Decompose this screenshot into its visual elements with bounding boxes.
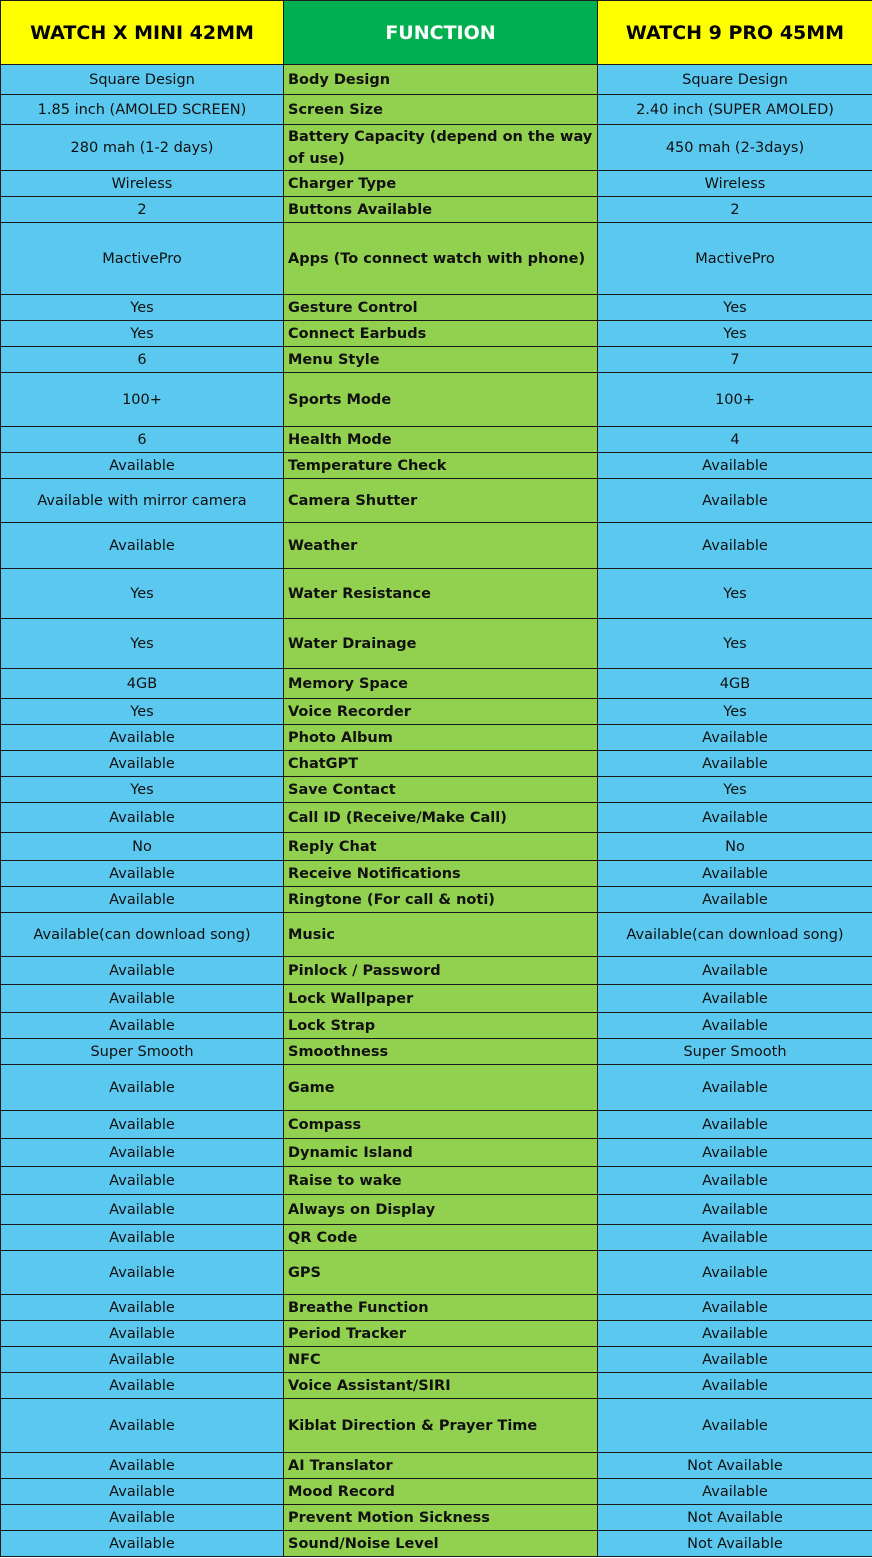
watch-9-pro-value: Yes (598, 295, 872, 321)
function-name: Save Contact (284, 777, 598, 803)
watch-x-mini-value: 6 (1, 427, 284, 453)
watch-9-pro-value: Available (598, 803, 872, 833)
table-row (1, 1111, 872, 1139)
watch-9-pro-value: Square Design (598, 65, 872, 95)
watch-x-mini-value: Available (1, 523, 284, 569)
watch-9-pro-value: Available (598, 523, 872, 569)
watch-9-pro-value: Available (598, 751, 872, 777)
watch-x-mini-value: Yes (1, 699, 284, 725)
watch-9-pro-value: Available (598, 1167, 872, 1195)
watch-9-pro-value: Available (598, 985, 872, 1013)
watch-9-pro-value: Available (598, 1399, 872, 1453)
table-row (1, 985, 872, 1013)
watch-9-pro-value: Available (598, 1347, 872, 1373)
watch-9-pro-value: Available (598, 479, 872, 523)
function-name: Sports Mode (284, 373, 598, 427)
function-name: Mood Record (284, 1479, 598, 1505)
watch-9-pro-value: Available (598, 1111, 872, 1139)
function-name: Temperature Check (284, 453, 598, 479)
watch-x-mini-value: Available (1, 453, 284, 479)
watch-9-pro-value: No (598, 833, 872, 861)
function-name: Camera Shutter (284, 479, 598, 523)
table-row (1, 777, 872, 803)
function-name: Sound/Noise Level (284, 1531, 598, 1557)
function-name: NFC (284, 1347, 598, 1373)
watch-x-mini-value: Yes (1, 321, 284, 347)
watch-9-pro-value: 4 (598, 427, 872, 453)
watch-x-mini-value: Yes (1, 295, 284, 321)
watch-x-mini-value: Available (1, 725, 284, 751)
function-name: Memory Space (284, 669, 598, 699)
watch-9-pro-value: 2.40 inch (SUPER AMOLED) (598, 95, 872, 125)
table-row (1, 1399, 872, 1453)
function-name: Apps (To connect watch with phone) (284, 223, 598, 295)
watch-9-pro-value: Available (598, 1195, 872, 1225)
function-name: Pinlock / Password (284, 957, 598, 985)
watch-x-mini-value: Available (1, 887, 284, 913)
function-name: Reply Chat (284, 833, 598, 861)
function-name: Water Resistance (284, 569, 598, 619)
table-row (1, 1013, 872, 1039)
watch-x-mini-value: Square Design (1, 65, 284, 95)
watch-9-pro-value: Not Available (598, 1505, 872, 1531)
function-name: Voice Recorder (284, 699, 598, 725)
watch-x-mini-value: Available (1, 957, 284, 985)
table-row (1, 751, 872, 777)
function-name: Call ID (Receive/Make Call) (284, 803, 598, 833)
table-row (1, 957, 872, 985)
table-row (1, 619, 872, 669)
table-row (1, 523, 872, 569)
function-name: Body Design (284, 65, 598, 95)
table-row (1, 197, 872, 223)
function-name: Raise to wake (284, 1167, 598, 1195)
watch-9-pro-value: Available (598, 1479, 872, 1505)
table-row (1, 65, 872, 95)
table-row (1, 295, 872, 321)
function-name: Health Mode (284, 427, 598, 453)
watch-x-mini-value: Available (1, 1295, 284, 1321)
watch-x-mini-value: Available (1, 1013, 284, 1039)
watch-9-pro-value: Yes (598, 777, 872, 803)
watch-x-mini-value: Super Smooth (1, 1039, 284, 1065)
function-name: Compass (284, 1111, 598, 1139)
function-name: Breathe Function (284, 1295, 598, 1321)
table-row (1, 569, 872, 619)
function-name: Period Tracker (284, 1321, 598, 1347)
watch-x-mini-value: Available (1, 1321, 284, 1347)
header-right-model: WATCH 9 PRO 45MM (598, 1, 872, 65)
function-name: GPS (284, 1251, 598, 1295)
watch-x-mini-value: Available(can download song) (1, 913, 284, 957)
watch-x-mini-value: Available (1, 751, 284, 777)
table-row (1, 1167, 872, 1195)
watch-x-mini-value: Available (1, 1167, 284, 1195)
watch-9-pro-value: Yes (598, 619, 872, 669)
watch-9-pro-value: Super Smooth (598, 1039, 872, 1065)
watch-x-mini-value: Available (1, 1505, 284, 1531)
table-row (1, 1373, 872, 1399)
function-name: Kiblat Direction & Prayer Time (284, 1399, 598, 1453)
table-row (1, 1295, 872, 1321)
table-row (1, 1321, 872, 1347)
function-name: Buttons Available (284, 197, 598, 223)
function-name: Gesture Control (284, 295, 598, 321)
function-name: Charger Type (284, 171, 598, 197)
table-row (1, 669, 872, 699)
watch-9-pro-value: 450 mah (2-3days) (598, 125, 872, 171)
table-row (1, 861, 872, 887)
function-name: Screen Size (284, 95, 598, 125)
table-row (1, 887, 872, 913)
watch-x-mini-value: Available (1, 803, 284, 833)
function-name: Weather (284, 523, 598, 569)
table-row (1, 453, 872, 479)
watch-x-mini-value: Available (1, 1195, 284, 1225)
watch-x-mini-value: Available (1, 1139, 284, 1167)
watch-x-mini-value: 6 (1, 347, 284, 373)
function-name: Dynamic Island (284, 1139, 598, 1167)
table-row (1, 321, 872, 347)
watch-x-mini-value: 280 mah (1-2 days) (1, 125, 284, 171)
function-name: Ringtone (For call & noti) (284, 887, 598, 913)
function-name: Photo Album (284, 725, 598, 751)
header-function: FUNCTION (284, 1, 598, 65)
watch-x-mini-value: 1.85 inch (AMOLED SCREEN) (1, 95, 284, 125)
table-row (1, 1479, 872, 1505)
watch-x-mini-value: Yes (1, 777, 284, 803)
watch-x-mini-value: Available with mirror camera (1, 479, 284, 523)
table-row (1, 699, 872, 725)
table-row (1, 125, 872, 171)
function-name: Lock Wallpaper (284, 985, 598, 1013)
table-row (1, 1195, 872, 1225)
table-row (1, 1039, 872, 1065)
table-row (1, 1453, 872, 1479)
table-row (1, 1347, 872, 1373)
watch-9-pro-value: 100+ (598, 373, 872, 427)
watch-9-pro-value: Available (598, 1295, 872, 1321)
function-name: Connect Earbuds (284, 321, 598, 347)
function-name: Battery Capacity (depend on the way of use) (284, 125, 598, 171)
watch-9-pro-value: 7 (598, 347, 872, 373)
watch-x-mini-value: Yes (1, 619, 284, 669)
function-name: Prevent Motion Sickness (284, 1505, 598, 1531)
table-row (1, 347, 872, 373)
table-row (1, 725, 872, 751)
watch-9-pro-value: Available (598, 1225, 872, 1251)
table-row (1, 95, 872, 125)
watch-9-pro-value: 2 (598, 197, 872, 223)
watch-9-pro-value: Not Available (598, 1531, 872, 1557)
watch-x-mini-value: No (1, 833, 284, 861)
watch-x-mini-value: Yes (1, 569, 284, 619)
watch-x-mini-value: Available (1, 1531, 284, 1557)
watch-9-pro-value: Available (598, 861, 872, 887)
watch-9-pro-value: Available (598, 1373, 872, 1399)
table-row (1, 1531, 872, 1557)
watch-9-pro-value: 4GB (598, 669, 872, 699)
watch-x-mini-value: Available (1, 1479, 284, 1505)
watch-9-pro-value: Yes (598, 699, 872, 725)
function-name: QR Code (284, 1225, 598, 1251)
table-row (1, 373, 872, 427)
function-name: AI Translator (284, 1453, 598, 1479)
watch-x-mini-value: Available (1, 1111, 284, 1139)
watch-x-mini-value: Available (1, 1065, 284, 1111)
watch-9-pro-value: Available (598, 1013, 872, 1039)
watch-9-pro-value: Available (598, 725, 872, 751)
watch-x-mini-value: 100+ (1, 373, 284, 427)
watch-x-mini-value: Available (1, 1453, 284, 1479)
watch-x-mini-value: MactivePro (1, 223, 284, 295)
watch-x-mini-value: Available (1, 1373, 284, 1399)
table-row (1, 223, 872, 295)
function-name: Receive Notifications (284, 861, 598, 887)
function-name: Menu Style (284, 347, 598, 373)
watch-x-mini-value: Available (1, 861, 284, 887)
function-name: Music (284, 913, 598, 957)
watch-9-pro-value: Available (598, 887, 872, 913)
watch-x-mini-value: Available (1, 985, 284, 1013)
watch-9-pro-value: Available(can download song) (598, 913, 872, 957)
table-row (1, 1225, 872, 1251)
watch-9-pro-value: Available (598, 1321, 872, 1347)
watch-9-pro-value: Not Available (598, 1453, 872, 1479)
function-name: Always on Display (284, 1195, 598, 1225)
watch-x-mini-value: Available (1, 1399, 284, 1453)
watch-9-pro-value: Available (598, 1065, 872, 1111)
table-row (1, 1139, 872, 1167)
watch-x-mini-value: Available (1, 1347, 284, 1373)
function-name: Voice Assistant/SIRI (284, 1373, 598, 1399)
table-body (1, 65, 872, 1557)
table-row (1, 913, 872, 957)
watch-9-pro-value: Wireless (598, 171, 872, 197)
function-name: Water Drainage (284, 619, 598, 669)
watch-9-pro-value: Yes (598, 321, 872, 347)
table-row (1, 1505, 872, 1531)
function-name: Game (284, 1065, 598, 1111)
watch-9-pro-value: Available (598, 1251, 872, 1295)
watch-x-mini-value: Wireless (1, 171, 284, 197)
watch-x-mini-value: 4GB (1, 669, 284, 699)
table-row (1, 479, 872, 523)
watch-9-pro-value: Available (598, 453, 872, 479)
watch-9-pro-value: Available (598, 957, 872, 985)
table-row (1, 1251, 872, 1295)
function-name: Smoothness (284, 1039, 598, 1065)
watch-9-pro-value: Available (598, 1139, 872, 1167)
table-row (1, 1065, 872, 1111)
function-name: Lock Strap (284, 1013, 598, 1039)
header-row (1, 1, 872, 65)
table-row (1, 833, 872, 861)
table-row (1, 171, 872, 197)
table-row (1, 803, 872, 833)
watch-9-pro-value: MactivePro (598, 223, 872, 295)
header-left-model: WATCH X MINI 42MM (1, 1, 284, 65)
table-row (1, 427, 872, 453)
watch-x-mini-value: Available (1, 1251, 284, 1295)
watch-x-mini-value: Available (1, 1225, 284, 1251)
function-name: ChatGPT (284, 751, 598, 777)
watch-9-pro-value: Yes (598, 569, 872, 619)
watch-x-mini-value: 2 (1, 197, 284, 223)
